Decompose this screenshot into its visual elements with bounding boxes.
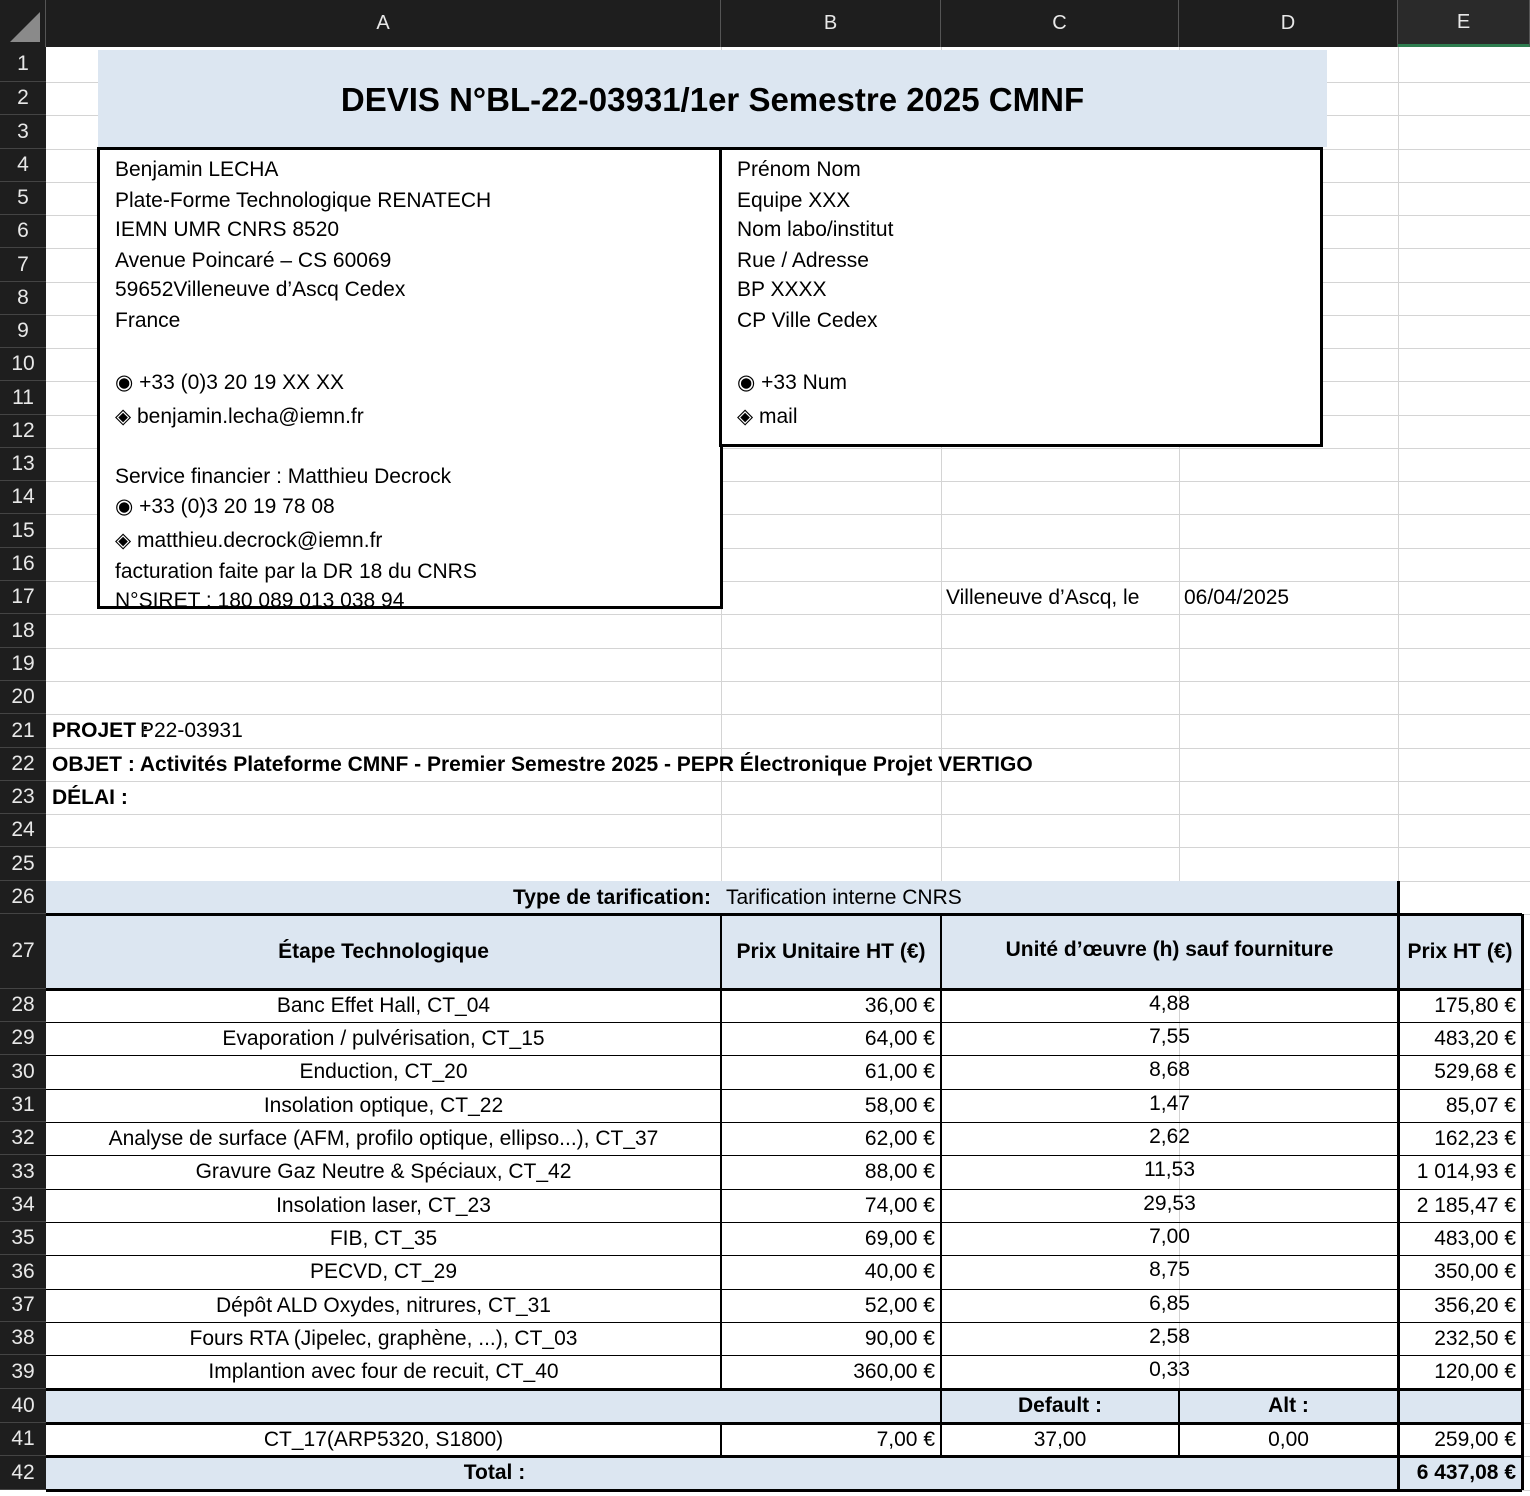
item-prix-ht[interactable]: 483,20 € [1434, 1026, 1516, 1050]
recipient-line: Prénom Nom [737, 158, 861, 181]
row-header-37[interactable]: 37 [0, 1289, 46, 1322]
supply-alt-value[interactable]: 0,00 [1268, 1427, 1309, 1451]
table-border [46, 1155, 1522, 1156]
item-etape[interactable]: PECVD, CT_29 [309, 1260, 458, 1283]
row-gridline [46, 714, 1530, 715]
item-prix-unitaire[interactable]: 64,00 € [864, 1026, 935, 1050]
row-header-3[interactable]: 3 [0, 115, 46, 149]
row-header-16[interactable]: 16 [0, 548, 46, 581]
row-header-34[interactable]: 34 [0, 1189, 46, 1222]
table-border [46, 1222, 1522, 1223]
item-etape[interactable]: Insolation optique, CT_22 [263, 1093, 504, 1117]
row-header-10[interactable]: 10 [0, 348, 46, 381]
item-unite[interactable]: 4,88 [1149, 991, 1190, 1015]
column-header-b[interactable]: B [721, 0, 941, 47]
table-border [46, 913, 1522, 916]
row-header-9[interactable]: 9 [0, 315, 46, 348]
item-unite[interactable]: 1,47 [1149, 1091, 1190, 1115]
table-border [940, 914, 942, 1389]
table-border [1178, 1389, 1180, 1456]
table-border [720, 1423, 722, 1456]
row-header-41[interactable]: 41 [0, 1423, 46, 1456]
row-gridline [46, 648, 1530, 649]
table-border [46, 1022, 1522, 1023]
row-header-20[interactable]: 20 [0, 681, 46, 714]
row-header-7[interactable]: 7 [0, 248, 46, 282]
item-unite[interactable]: 2,62 [1149, 1124, 1190, 1148]
row-header-11[interactable]: 11 [0, 381, 46, 415]
total-label: Total : [463, 1461, 526, 1484]
row-header-26[interactable]: 26 [0, 881, 46, 914]
table-border [46, 1422, 1522, 1425]
header-etape: Étape Technologique [278, 940, 489, 963]
table-border [46, 1388, 1522, 1391]
objet-line: OBJET : Activités Plateforme CMNF - Premier Semestre 2025 - PEPR Électronique Projet VERTIGO [52, 752, 1033, 776]
item-prix-unitaire[interactable]: 90,00 € [864, 1326, 935, 1350]
header-prix-ht: Prix HT (€) [1407, 940, 1513, 963]
row-header-5[interactable]: 5 [0, 182, 46, 215]
table-border [46, 1055, 1522, 1056]
supply-prix-ht[interactable]: 259,00 € [1434, 1427, 1516, 1451]
supply-default-label: Default : [1018, 1394, 1102, 1417]
row-header-42[interactable]: 42 [0, 1456, 46, 1490]
item-prix-ht[interactable]: 483,00 € [1434, 1226, 1516, 1250]
row-gridline [46, 847, 1530, 848]
row-header-1[interactable]: 1 [0, 47, 46, 82]
recipient-line: Rue / Adresse [737, 249, 869, 272]
item-prix-unitaire[interactable]: 36,00 € [864, 993, 935, 1017]
item-etape[interactable]: Insolation laser, CT_23 [276, 1193, 491, 1217]
sender-line: Avenue Poincaré – CS 60069 [115, 249, 392, 272]
item-prix-unitaire[interactable]: 58,00 € [864, 1093, 935, 1117]
sender-line: ◉ +33 (0)3 20 19 78 08 [115, 495, 335, 518]
row-gridline [46, 681, 1530, 682]
row-header-19[interactable]: 19 [0, 648, 46, 681]
column-header-d[interactable]: D [1179, 0, 1398, 47]
row-header-14[interactable]: 14 [0, 481, 46, 514]
row-header-24[interactable]: 24 [0, 814, 46, 847]
row-header-36[interactable]: 36 [0, 1255, 46, 1289]
supply-etape[interactable]: CT_17(ARP5320, S1800) [263, 1427, 504, 1451]
row-header-21[interactable]: 21 [0, 714, 46, 748]
item-prix-ht[interactable]: 232,50 € [1434, 1326, 1516, 1350]
row-header-33[interactable]: 33 [0, 1155, 46, 1189]
item-prix-unitaire[interactable]: 61,00 € [864, 1060, 935, 1083]
row-header-40[interactable]: 40 [0, 1389, 46, 1423]
item-etape[interactable]: Evaporation / pulvérisation, CT_15 [222, 1026, 545, 1050]
sender-line: 59652Villeneuve d’Ascq Cedex [115, 278, 406, 301]
row-header-12[interactable]: 12 [0, 415, 46, 448]
item-prix-unitaire[interactable]: 62,00 € [864, 1126, 935, 1150]
table-border [46, 1489, 1522, 1492]
recipient-line: ◈ mail [737, 405, 798, 428]
column-header-c[interactable]: C [941, 0, 1179, 47]
select-all-corner[interactable] [0, 0, 46, 47]
item-prix-ht[interactable]: 2 185,47 € [1416, 1193, 1516, 1217]
row-header-35[interactable]: 35 [0, 1222, 46, 1255]
sender-line: IEMN UMR CNRS 8520 [115, 218, 340, 241]
item-prix-ht[interactable]: 85,07 € [1445, 1093, 1516, 1117]
row-header-2[interactable]: 2 [0, 82, 46, 115]
row-header-31[interactable]: 31 [0, 1089, 46, 1122]
supply-prix-unitaire[interactable]: 7,00 € [876, 1427, 935, 1451]
table-border [46, 1089, 1522, 1090]
table-border [46, 988, 1522, 991]
row-gridline [46, 748, 1530, 749]
sender-line: Benjamin LECHA [115, 158, 279, 181]
item-etape[interactable]: Enduction, CT_20 [299, 1060, 468, 1083]
item-prix-unitaire[interactable]: 52,00 € [864, 1293, 935, 1317]
table-border [46, 1255, 1522, 1256]
tarif-label: Type de tarification: [513, 885, 711, 909]
row-header-38[interactable]: 38 [0, 1322, 46, 1355]
row-gridline [46, 614, 1530, 615]
item-unite[interactable]: 2,58 [1149, 1324, 1190, 1348]
sender-line: ◈ matthieu.decrock@iemn.fr [115, 529, 383, 552]
row-header-4[interactable]: 4 [0, 149, 46, 182]
item-prix-ht[interactable]: 162,23 € [1434, 1126, 1516, 1150]
item-etape[interactable]: Gravure Gaz Neutre & Spéciaux, CT_42 [195, 1160, 572, 1183]
item-etape[interactable]: FIB, CT_35 [329, 1226, 438, 1250]
date-value[interactable]: 06/04/2025 [1184, 585, 1290, 609]
supply-default-value[interactable]: 37,00 [1033, 1427, 1087, 1451]
row-gridline [46, 781, 1530, 782]
row-header-15[interactable]: 15 [0, 514, 46, 548]
recipient-address-box [719, 147, 1323, 447]
item-etape[interactable]: Implantion avec four de recuit, CT_40 [208, 1360, 559, 1383]
item-unite[interactable]: 0,33 [1149, 1358, 1190, 1381]
row-header-39[interactable]: 39 [0, 1355, 46, 1389]
item-prix-ht[interactable]: 356,20 € [1434, 1293, 1516, 1317]
item-prix-unitaire[interactable]: 88,00 € [864, 1160, 935, 1183]
tarif-value[interactable]: Tarification interne CNRS [726, 885, 962, 909]
recipient-line: ◉ +33 Num [737, 371, 847, 394]
sender-line: ◉ +33 (0)3 20 19 XX XX [115, 371, 345, 394]
item-prix-unitaire[interactable]: 360,00 € [853, 1360, 935, 1383]
item-etape[interactable]: Analyse de surface (AFM, profilo optique, ellipso...), CT_37 [108, 1126, 659, 1150]
column-header-a[interactable]: A [46, 0, 721, 47]
table-border [46, 1455, 1522, 1458]
row-header-28[interactable]: 28 [0, 989, 46, 1022]
table-border [1397, 881, 1400, 1490]
column-header-e[interactable]: E [1398, 0, 1530, 47]
item-unite[interactable]: 6,85 [1149, 1291, 1190, 1315]
projet-label: PROJET : [52, 719, 149, 742]
item-prix-unitaire[interactable]: 40,00 € [864, 1260, 935, 1283]
item-prix-ht[interactable]: 120,00 € [1434, 1360, 1516, 1383]
sender-line: Service financier : Matthieu Decrock [115, 465, 452, 488]
row-header-8[interactable]: 8 [0, 282, 46, 315]
projet-value: P22-03931 [140, 719, 243, 742]
header-prix-unitaire: Prix Unitaire HT (€) [736, 940, 926, 963]
row-header-25[interactable]: 25 [0, 847, 46, 881]
sender-line: facturation faite par la DR 18 du CNRS [115, 560, 477, 583]
sender-address-box [97, 147, 723, 612]
item-unite[interactable]: 29,53 [1143, 1191, 1196, 1215]
row-header-18[interactable]: 18 [0, 614, 46, 648]
item-prix-unitaire[interactable]: 74,00 € [864, 1193, 935, 1217]
row-header-27[interactable]: 27 [0, 914, 46, 989]
row-header-13[interactable]: 13 [0, 448, 46, 481]
recipient-line: Equipe XXX [737, 189, 851, 212]
row-header-23[interactable]: 23 [0, 781, 46, 814]
sender-line: Plate-Forme Technologique RENATECH [115, 189, 492, 212]
table-border [1521, 914, 1524, 1490]
row-header-22[interactable]: 22 [0, 748, 46, 781]
item-unite[interactable]: 7,00 [1149, 1224, 1190, 1248]
table-border [46, 1189, 1522, 1190]
item-unite[interactable]: 8,68 [1149, 1058, 1190, 1081]
row-header-30[interactable]: 30 [0, 1055, 46, 1089]
item-prix-ht[interactable]: 175,80 € [1434, 993, 1516, 1017]
item-unite[interactable]: 11,53 [1144, 1158, 1195, 1181]
quote-title: DEVIS N°BL-22-03931/1er Semestre 2025 CMNF [340, 81, 1085, 118]
row-header-32[interactable]: 32 [0, 1122, 46, 1155]
header-unite: Unité d’œuvre (h) sauf fourniture [1005, 938, 1334, 961]
table-border [940, 1389, 942, 1456]
sender-line: ◈ benjamin.lecha@iemn.fr [115, 405, 364, 428]
delai-label: DÉLAI : [52, 785, 128, 809]
item-prix-ht[interactable]: 350,00 € [1434, 1260, 1516, 1283]
recipient-line: CP Ville Cedex [737, 309, 878, 332]
sender-line: France [115, 309, 181, 332]
item-prix-unitaire[interactable]: 69,00 € [864, 1226, 935, 1250]
sender-line: N°SIRET : 180 089 013 038 94 [115, 589, 405, 612]
row-header-29[interactable]: 29 [0, 1022, 46, 1055]
total-value[interactable]: 6 437,08 € [1416, 1461, 1516, 1484]
supply-alt-label: Alt : [1268, 1394, 1309, 1417]
table-border [46, 1355, 1522, 1356]
table-border [720, 914, 722, 1389]
row-header-17[interactable]: 17 [0, 581, 46, 614]
row-header-6[interactable]: 6 [0, 215, 46, 248]
item-unite[interactable]: 8,75 [1149, 1258, 1190, 1281]
table-border [46, 1289, 1522, 1290]
item-etape[interactable]: Banc Effet Hall, CT_04 [276, 993, 491, 1017]
table-border [46, 1122, 1522, 1123]
item-etape[interactable]: Dépôt ALD Oxydes, nitrures, CT_31 [216, 1293, 551, 1317]
item-etape[interactable]: Fours RTA (Jipelec, graphène, ...), CT_03 [189, 1326, 578, 1350]
row-gridline [46, 814, 1530, 815]
item-prix-ht[interactable]: 1 014,93 € [1416, 1160, 1516, 1183]
item-prix-ht[interactable]: 529,68 € [1434, 1060, 1516, 1083]
recipient-line: Nom labo/institut [737, 218, 894, 241]
table-border [46, 1322, 1522, 1323]
place-label: Villeneuve d’Ascq, le [946, 585, 1140, 609]
item-unite[interactable]: 7,55 [1149, 1024, 1190, 1048]
recipient-line: BP XXXX [737, 278, 827, 301]
